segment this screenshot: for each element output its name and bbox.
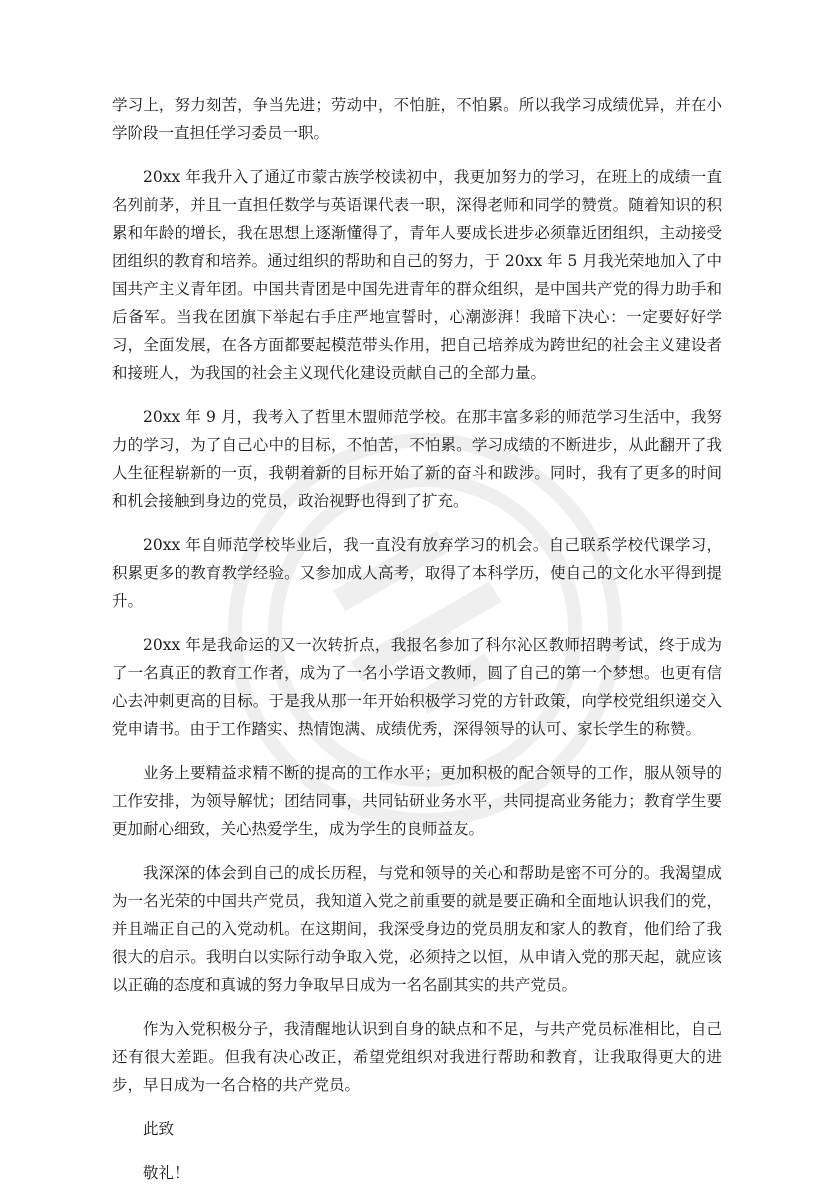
paragraph: 学习上，努力刻苦，争当先进；劳动中，不怕脏，不怕累。所以我学习成绩优异，并在小学阶段一直担任学习委员一职。 xyxy=(112,96,722,142)
letter-body xyxy=(112,91,722,1203)
paragraph: 20xx 年我升入了通辽市蒙古族学校读初中，我更加努力的学习，在班上的成绩一直名列前茅，并且一直担任数学与英语课代表一职，深得老师和同学的赞赏。随着知识的积累和年龄的增长，我在思想上逐渐懂得了，青年人要成长进步必须靠近团组织，主动接受团组织的教育和培养。通过组织的帮助和自己的努力，于 20xx 年 5 月我光荣地加入了中国共产主义青年团。中国共青团是中国先进青年的群众组织，是中国共产党的得力助手和后备军。当我在团旗下举起右手庄严地宣誓时，心潮澎湃！我暗下决心：一定要好好学习，全面发展，在各方面都要起模范带头作用，把自己培养成为跨世纪的社会主义建设者和接班人，为我国的社会主义现代化建设贡献自己的全部力量。 xyxy=(112,168,722,382)
closing-regards: 敬礼！ xyxy=(143,1164,190,1182)
paragraph: 20xx 年自师范学校毕业后，我一直没有放弃学习的机会。自己联系学校代课学习，积累更多的教育教学经验。又参加成人高考，取得了本科学历，使自己的文化水平得到提升。 xyxy=(112,536,722,610)
paragraph: 20xx 年是我命运的又一次转折点，我报名参加了科尔沁区教师招聘考试，终于成为了一名真正的教育工作者，成为了一名小学语文教师，圆了自己的第一个梦想。也更有信心去冲刺更高的目标。于是我从那一年开始积极学习党的方针政策，向学校党组织递交入党申请书。由于工作踏实、热情饱满、成绩优秀，深得领导的认可、家长学生的称赞。 xyxy=(112,636,722,738)
paragraph: 作为入党积极分子，我清醒地认识到自身的缺点和不足，与共产党员标准相比，自己还有很大差距。但我有决心改正，希望党组织对我进行帮助和教育，让我取得更大的进步，早日成为一名合格的共产党员。 xyxy=(112,1020,722,1094)
paragraph: 20xx 年 9 月，我考入了哲里木盟师范学校。在那丰富多彩的师范学习生活中，我努力的学习，为了自己心中的目标，不怕苦，不怕累。学习成绩的不断进步，从此翻开了我人生征程崭新的一页，我朝着新的目标开始了新的奋斗和跋涉。同时，我有了更多的时间和机会接触到身边的党员，政治视野也得到了扩充。 xyxy=(112,408,722,510)
closing-salutation: 此致 xyxy=(143,1120,175,1138)
paragraph: 业务上要精益求精不断的提高的工作水平；更加积极的配合领导的工作，服从领导的工作安排，为领导解忧；团结同事，共同钻研业务水平，共同提高业务能力；教育学生要更加耐心细致，关心热爱学生，成为学生的良师益友。 xyxy=(112,764,722,838)
paragraph: 我深深的体会到自己的成长历程，与党和领导的关心和帮助是密不可分的。我渴望成为一名光荣的中国共产党员，我知道入党之前重要的就是要正确和全面地认识我们的党，并且端正自己的入党动机。在这期间，我深受身边的党员朋友和家人的教育，他们给了我很大的启示。我明白以实际行动争取入党，必须持之以恒，从申请入党的那天起，就应该以正确的态度和真诚的努力争取早日成为一名名副其实的共产党员。 xyxy=(112,864,722,994)
